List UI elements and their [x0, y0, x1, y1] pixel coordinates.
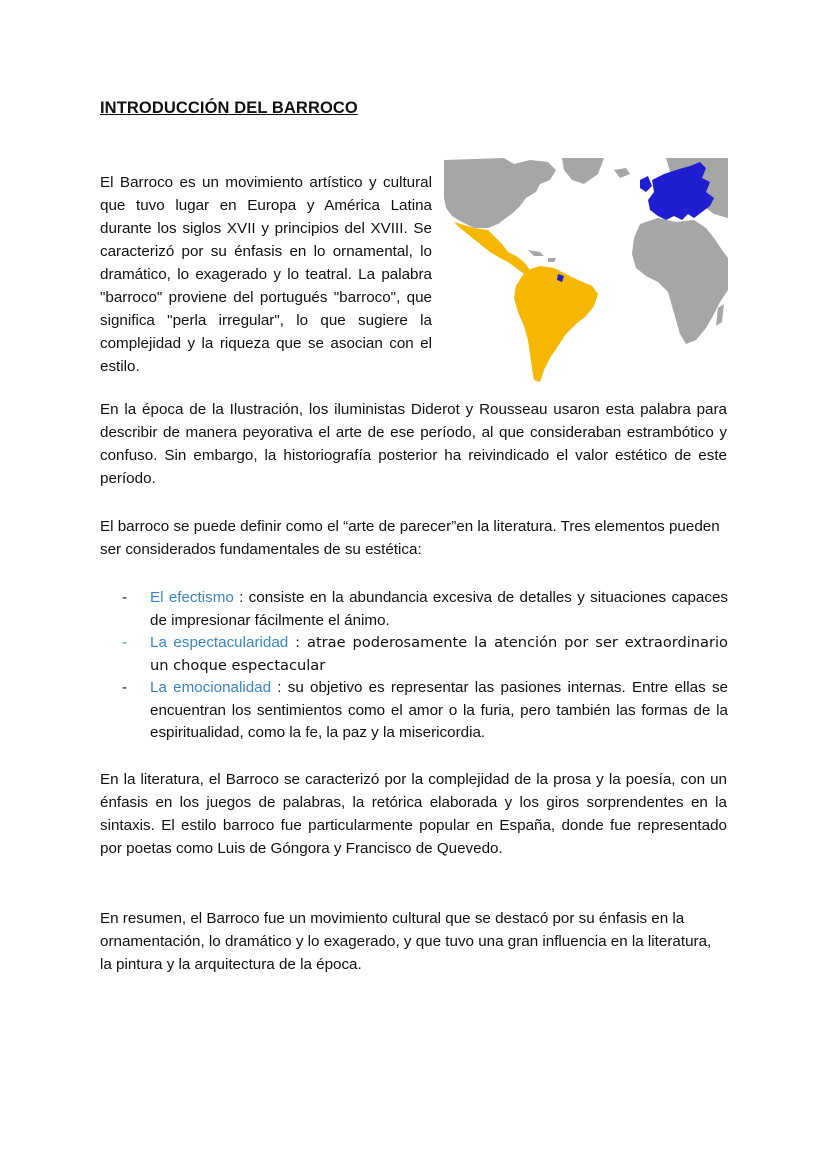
- list-item-efectismo: [122, 587, 728, 632]
- term-espectacularidad: La espectacularidad: [150, 634, 289, 651]
- list-item-text: : atrae poderosamente la atención por ser extraordinario un choque espectacular: [150, 634, 728, 674]
- term-efectismo: El efectismo: [150, 589, 234, 606]
- list-item-emocionalidad: [122, 677, 728, 745]
- page-title: INTRODUCCIÓN DEL BARROCO: [100, 99, 358, 117]
- literature-paragraph: En la literatura, el Barroco se caracterizó por la complejidad de la prosa y la poesía, con un énfasis en los juegos de palabras, la retórica elaborada y los giros sorprendentes en la sintaxis. El estilo barroco fue particularmente popular en España, donde fue representado por poetas como Luis de Góngora y Francisco de Quevedo.: [100, 771, 727, 857]
- list-item-espectacularidad: [122, 632, 728, 677]
- list-dash: -: [122, 589, 128, 606]
- intro-paragraph: El Barroco es un movimiento artístico y cultural que tuvo lugar en Europa y América Latina durante los siglos XVII y principios del XVIII. Se caracterizó por su énfasis en lo ornamental, lo dramático, lo exagerado y lo teatral. La palabra "barroco" proviene del portugués "barroco", que significa "perla irregular", lo que sugiere la complejidad y la riqueza que se asocian con el estilo.: [100, 174, 432, 375]
- definition-paragraph: El barroco se puede definir como el “arte de parecer”en la literatura. Tres elementos pueden ser considerados fundamentales de su estética:: [100, 518, 720, 558]
- elements-list: [122, 587, 728, 745]
- world-map-image: [444, 158, 728, 384]
- enlightenment-paragraph: En la época de la Ilustración, los iluministas Diderot y Rousseau usaron esta palabra para describir de manera peyorativa el arte de ese período, al que consideraban estrambótico y confuso. Sin embargo, la historiografía posterior ha reivindicado el valor estético de este período.: [100, 401, 727, 487]
- list-item-text: : consiste en la abundancia excesiva de detalles y situaciones capaces de impresionar fácilmente el ánimo.: [150, 589, 729, 629]
- summary-paragraph: En resumen, el Barroco fue un movimiento cultural que se destacó por su énfasis en la ornamentación, lo dramático y lo exagerado, y que tuvo una gran influencia en la literatura, la pintura y la arquitectura de la época.: [100, 910, 712, 973]
- list-item-text: : su objetivo es representar las pasiones internas. Entre ellas se encuentran los sentimientos como el amor o la furia, pero también las formas de la espiritualidad, como la fe, la paz y la misericordia.: [150, 679, 729, 741]
- list-dash: -: [122, 679, 128, 696]
- term-emocionalidad: La emocionalidad: [150, 679, 272, 696]
- list-dash: -: [122, 634, 128, 651]
